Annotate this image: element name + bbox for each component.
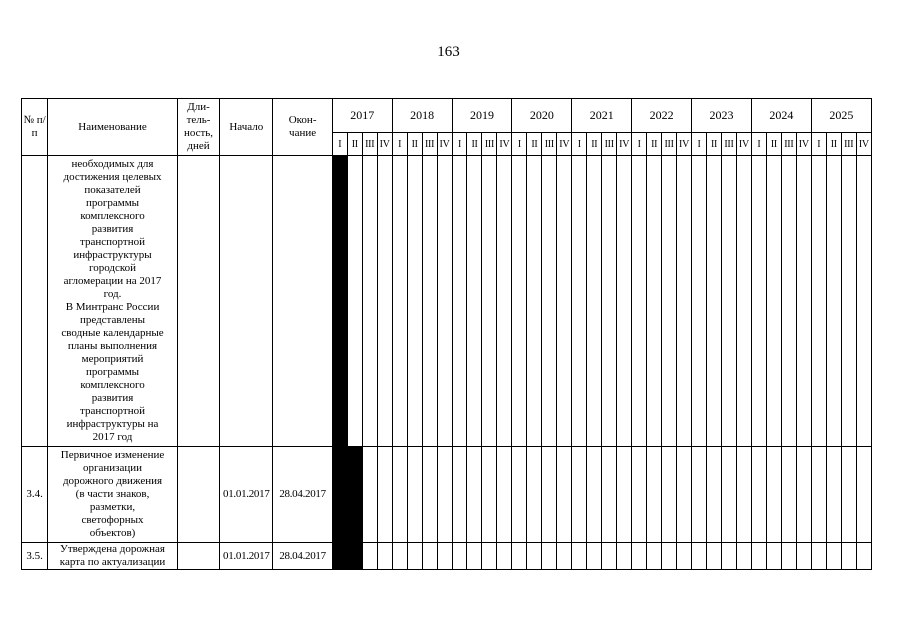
year-header-2017: 2017 [332, 99, 392, 133]
gantt-bar-cell [347, 543, 362, 570]
gantt-cell [452, 156, 467, 447]
gantt-cell [497, 447, 512, 543]
header-name: Наименование [48, 99, 178, 156]
page-number: 163 [437, 44, 460, 60]
gantt-cell [527, 543, 542, 570]
gantt-cell [617, 156, 632, 447]
gantt-cell [452, 447, 467, 543]
gantt-cell [572, 543, 587, 570]
gantt-cell [766, 447, 781, 543]
gantt-cell [437, 543, 452, 570]
gantt-cell [826, 447, 841, 543]
quarter-header-2018-2: II [407, 133, 422, 156]
gantt-cell [422, 447, 437, 543]
quarter-header-2022-3: III [662, 133, 677, 156]
gantt-bar-cell [332, 543, 347, 570]
gantt-cell [692, 447, 707, 543]
row-end: 28.04.2017 [273, 447, 332, 543]
gantt-cell [811, 543, 826, 570]
gantt-bar-cell [332, 447, 347, 543]
gantt-cell [736, 156, 751, 447]
gantt-cell [422, 543, 437, 570]
quarter-header-2020-3: III [542, 133, 557, 156]
row-end: 28.04.2017 [273, 543, 332, 570]
gantt-cell [587, 156, 602, 447]
gantt-cell [736, 543, 751, 570]
table-row [22, 447, 872, 543]
gantt-cell [617, 543, 632, 570]
gantt-cell [557, 543, 572, 570]
gantt-cell [467, 156, 482, 447]
gantt-cell [377, 447, 392, 543]
quarter-header-2025-2: II [826, 133, 841, 156]
gantt-cell [766, 156, 781, 447]
gantt-table [21, 98, 872, 570]
quarter-header-2025-1: I [811, 133, 826, 156]
gantt-cell [662, 543, 677, 570]
gantt-bar-cell [347, 447, 362, 543]
header-duration: Дли- тель- ность, дней [177, 99, 219, 156]
row-duration [177, 156, 219, 447]
table-row [22, 543, 872, 570]
quarter-header-2022-1: I [632, 133, 647, 156]
gantt-cell [467, 543, 482, 570]
gantt-cell [617, 447, 632, 543]
quarter-header-2024-1: I [751, 133, 766, 156]
table-header [22, 99, 872, 156]
gantt-cell [796, 447, 811, 543]
quarter-header-2018-1: I [392, 133, 407, 156]
quarter-header-2019-2: II [467, 133, 482, 156]
gantt-cell [437, 447, 452, 543]
quarter-header-2018-3: III [422, 133, 437, 156]
quarter-header-2021-1: I [572, 133, 587, 156]
quarter-header-2024-2: II [766, 133, 781, 156]
gantt-cell [751, 543, 766, 570]
row-start: 01.01.2017 [220, 543, 273, 570]
gantt-cell [557, 447, 572, 543]
gantt-cell [452, 543, 467, 570]
table-row [22, 156, 872, 447]
gantt-cell [856, 543, 871, 570]
row-name: Первичное изменение организации дорожного движения (в части знаков, разметки, светофорных объектов) [48, 447, 178, 543]
gantt-cell [512, 543, 527, 570]
gantt-cell [632, 543, 647, 570]
gantt-cell [677, 543, 692, 570]
gantt-cell [377, 543, 392, 570]
gantt-cell [706, 543, 721, 570]
gantt-cell [677, 447, 692, 543]
gantt-cell [647, 543, 662, 570]
year-header-2019: 2019 [452, 99, 512, 133]
gantt-cell [497, 156, 512, 447]
quarter-header-2018-4: IV [437, 133, 452, 156]
gantt-cell [407, 543, 422, 570]
gantt-cell [692, 156, 707, 447]
gantt-cell [736, 447, 751, 543]
gantt-cell [602, 543, 617, 570]
gantt-cell [647, 156, 662, 447]
quarter-header-2017-2: II [347, 133, 362, 156]
quarter-header-2023-4: IV [736, 133, 751, 156]
gantt-cell [482, 156, 497, 447]
gantt-cell [781, 156, 796, 447]
gantt-cell [437, 156, 452, 447]
gantt-cell [422, 156, 437, 447]
gantt-cell [572, 156, 587, 447]
gantt-cell [856, 156, 871, 447]
gantt-cell [602, 156, 617, 447]
gantt-cell [467, 447, 482, 543]
row-num: 3.5. [22, 543, 48, 570]
gantt-cell [751, 447, 766, 543]
gantt-cell [766, 543, 781, 570]
quarter-header-2025-4: IV [856, 133, 871, 156]
gantt-cell [542, 447, 557, 543]
gantt-cell [662, 447, 677, 543]
gantt-cell [572, 447, 587, 543]
gantt-cell [721, 447, 736, 543]
year-header-2023: 2023 [692, 99, 752, 133]
quarter-header-2021-3: III [602, 133, 617, 156]
quarter-header-2020-4: IV [557, 133, 572, 156]
quarter-header-2020-2: II [527, 133, 542, 156]
row-end [273, 156, 332, 447]
gantt-cell [692, 543, 707, 570]
header-num: № п/п [22, 99, 48, 156]
row-start: 01.01.2017 [220, 447, 273, 543]
gantt-cell [632, 447, 647, 543]
gantt-cell [362, 156, 377, 447]
gantt-cell [347, 156, 362, 447]
gantt-cell [706, 156, 721, 447]
quarter-header-2025-3: III [841, 133, 856, 156]
gantt-cell [542, 156, 557, 447]
gantt-cell [542, 543, 557, 570]
gantt-cell [826, 543, 841, 570]
quarter-header-2020-1: I [512, 133, 527, 156]
gantt-cell [482, 447, 497, 543]
gantt-cell [721, 156, 736, 447]
header-end: Окон- чание [273, 99, 332, 156]
gantt-cell [781, 447, 796, 543]
gantt-cell [781, 543, 796, 570]
year-header-2020: 2020 [512, 99, 572, 133]
header-start: Начало [220, 99, 273, 156]
quarter-header-2019-1: I [452, 133, 467, 156]
gantt-cell [826, 156, 841, 447]
gantt-cell [796, 156, 811, 447]
gantt-cell [392, 447, 407, 543]
quarter-header-2021-2: II [587, 133, 602, 156]
year-header-2021: 2021 [572, 99, 632, 133]
gantt-cell [662, 156, 677, 447]
gantt-cell [407, 156, 422, 447]
quarter-header-2022-4: IV [677, 133, 692, 156]
gantt-cell [647, 447, 662, 543]
quarter-header-2017-1: I [332, 133, 347, 156]
year-header-2024: 2024 [751, 99, 811, 133]
gantt-cell [512, 447, 527, 543]
gantt-cell [856, 447, 871, 543]
quarter-header-2023-1: I [692, 133, 707, 156]
gantt-cell [841, 543, 856, 570]
quarter-header-2017-4: IV [377, 133, 392, 156]
gantt-cell [602, 447, 617, 543]
gantt-cell [557, 156, 572, 447]
gantt-cell [796, 543, 811, 570]
gantt-cell [632, 156, 647, 447]
gantt-cell [841, 156, 856, 447]
quarter-header-2021-4: IV [617, 133, 632, 156]
quarter-header-2024-4: IV [796, 133, 811, 156]
gantt-cell [392, 156, 407, 447]
row-name: необходимых для достижения целевых показателей программы комплексного развития транспортной инфраструктуры городской агломерации на 2017 год. В Минтранс России представлены сводные календарные планы выполнения мероприятий программы комплексного развития транспортной инфраструктуры на 2017 год [48, 156, 178, 447]
quarter-header-2023-3: III [721, 133, 736, 156]
quarter-header-2019-4: IV [497, 133, 512, 156]
quarter-header-2019-3: III [482, 133, 497, 156]
gantt-cell [587, 447, 602, 543]
gantt-cell [527, 447, 542, 543]
gantt-cell [392, 543, 407, 570]
gantt-cell [527, 156, 542, 447]
gantt-cell [482, 543, 497, 570]
gantt-cell [721, 543, 736, 570]
quarter-header-2024-3: III [781, 133, 796, 156]
table-body [22, 156, 872, 570]
gantt-cell [362, 447, 377, 543]
gantt-cell [841, 447, 856, 543]
row-num: 3.4. [22, 447, 48, 543]
gantt-cell [751, 156, 766, 447]
year-header-2025: 2025 [811, 99, 871, 133]
gantt-cell [512, 156, 527, 447]
year-header-2022: 2022 [632, 99, 692, 133]
row-duration [177, 447, 219, 543]
gantt-cell [811, 156, 826, 447]
gantt-cell [677, 156, 692, 447]
gantt-cell [706, 447, 721, 543]
quarter-header-2017-3: III [362, 133, 377, 156]
row-name: Утверждена дорожная карта по актуализации [48, 543, 178, 570]
year-header-2018: 2018 [392, 99, 452, 133]
gantt-cell [497, 543, 512, 570]
quarter-header-2023-2: II [706, 133, 721, 156]
gantt-cell [407, 447, 422, 543]
gantt-cell [377, 156, 392, 447]
gantt-cell [587, 543, 602, 570]
row-duration [177, 543, 219, 570]
row-num [22, 156, 48, 447]
quarter-header-2022-2: II [647, 133, 662, 156]
row-start [220, 156, 273, 447]
gantt-cell [811, 447, 826, 543]
gantt-cell [362, 543, 377, 570]
gantt-bar-cell [332, 156, 347, 447]
